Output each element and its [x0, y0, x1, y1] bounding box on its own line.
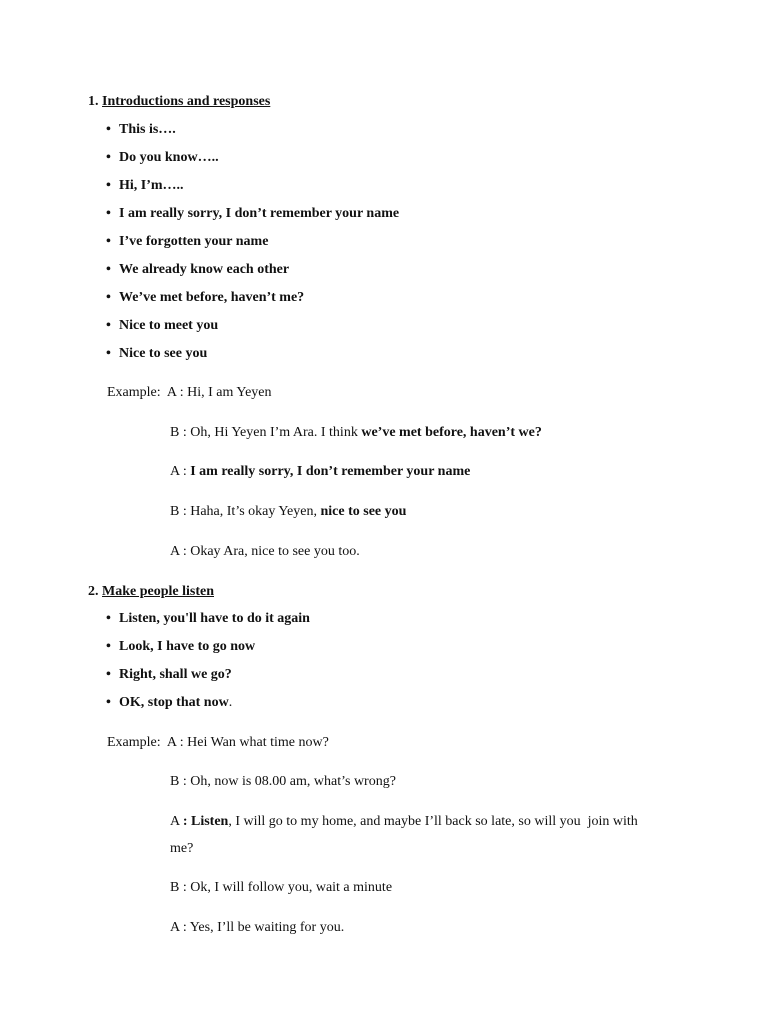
- list-item: [106, 694, 232, 712]
- dialogue-text: A : Okay Ara, nice to see you too.: [170, 544, 360, 559]
- list-item-text: Do you know…..: [119, 150, 219, 165]
- bullet-icon: •: [106, 346, 111, 361]
- example-line: [107, 384, 272, 402]
- list-item-text: Hi, I’m…..: [119, 178, 184, 193]
- dialogue-line: [170, 879, 392, 897]
- list-item: [106, 345, 207, 363]
- bullet-icon: •: [106, 122, 111, 137]
- list-item: [106, 149, 219, 167]
- dialogue-phrase: I am really sorry, I don’t remember your name: [190, 464, 471, 479]
- section-1-number: 1.: [88, 94, 99, 109]
- list-item: [106, 205, 399, 223]
- list-item: [106, 233, 268, 251]
- list-item-text: Look, I have to go now: [119, 639, 256, 654]
- list-item: [106, 121, 176, 139]
- list-item: [106, 289, 304, 307]
- section-1-title: [88, 93, 270, 111]
- list-item-text: OK, stop that now: [119, 695, 229, 710]
- list-item-text: We’ve met before, haven’t me?: [119, 290, 305, 305]
- dialogue-text-continued: , I will go to my home, and maybe I’ll back so late, so will you join with: [228, 814, 638, 829]
- example-label: Example:: [107, 385, 161, 400]
- dialogue-text: B : Oh, Hi Yeyen I’m Ara. I think: [170, 425, 362, 440]
- list-item-suffix: .: [228, 695, 233, 710]
- section-1-heading: Introductions and responses: [102, 94, 271, 109]
- dialogue-line: [170, 463, 470, 481]
- dialogue-line: A : Hi, I am Yeyen: [166, 385, 272, 400]
- dialogue-text: A: [170, 814, 183, 829]
- dialogue-line: [170, 773, 396, 791]
- list-item-text: Nice to meet you: [119, 318, 219, 333]
- dialogue-phrase: nice to see you: [320, 504, 407, 519]
- example-line: [107, 734, 329, 752]
- list-item: [106, 177, 184, 195]
- list-item-text: Listen, you'll have to do it again: [119, 611, 310, 626]
- bullet-icon: •: [106, 611, 111, 626]
- dialogue-text: B : Ok, I will follow you, wait a minute: [170, 880, 393, 895]
- dialogue-line: [170, 503, 406, 521]
- dialogue-line: [170, 813, 638, 831]
- dialogue-line: [170, 919, 344, 937]
- section-2-heading: Make people listen: [102, 584, 214, 599]
- dialogue-phrase: we’ve met before, haven’t we?: [361, 425, 542, 440]
- list-item: [106, 666, 232, 684]
- list-item: [106, 610, 310, 628]
- section-2-title: [88, 583, 214, 601]
- bullet-icon: •: [106, 695, 111, 710]
- dialogue-line: [170, 424, 542, 442]
- list-item: [106, 261, 289, 279]
- bullet-icon: •: [106, 318, 111, 333]
- list-item: [106, 317, 218, 335]
- dialogue-text: A :: [170, 464, 191, 479]
- list-item-text: Right, shall we go?: [119, 667, 232, 682]
- dialogue-phrase: : Listen: [182, 814, 229, 829]
- dialogue-text: B : Oh, now is 08.00 am, what’s wrong?: [170, 774, 396, 789]
- dialogue-text: A : Yes, I’ll be waiting for you.: [170, 920, 345, 935]
- bullet-icon: •: [106, 639, 111, 654]
- bullet-icon: •: [106, 667, 111, 682]
- bullet-icon: •: [106, 150, 111, 165]
- list-item-text: Nice to see you: [119, 346, 208, 361]
- bullet-icon: •: [106, 290, 111, 305]
- bullet-icon: •: [106, 206, 111, 221]
- bullet-icon: •: [106, 234, 111, 249]
- list-item: [106, 638, 255, 656]
- list-item-text: This is….: [119, 122, 176, 137]
- dialogue-text: me?: [170, 841, 194, 856]
- list-item-text: I am really sorry, I don’t remember your name: [119, 206, 400, 221]
- dialogue-line-wrap: [170, 840, 193, 858]
- example-label: Example:: [107, 735, 161, 750]
- dialogue-line: A : Hei Wan what time now?: [166, 735, 329, 750]
- dialogue-text: B : Haha, It’s okay Yeyen,: [170, 504, 321, 519]
- list-item-text: I’ve forgotten your name: [119, 234, 269, 249]
- section-2-number: 2.: [88, 584, 99, 599]
- list-item-text: We already know each other: [119, 262, 290, 277]
- dialogue-line: [170, 543, 360, 561]
- bullet-icon: •: [106, 178, 111, 193]
- bullet-icon: •: [106, 262, 111, 277]
